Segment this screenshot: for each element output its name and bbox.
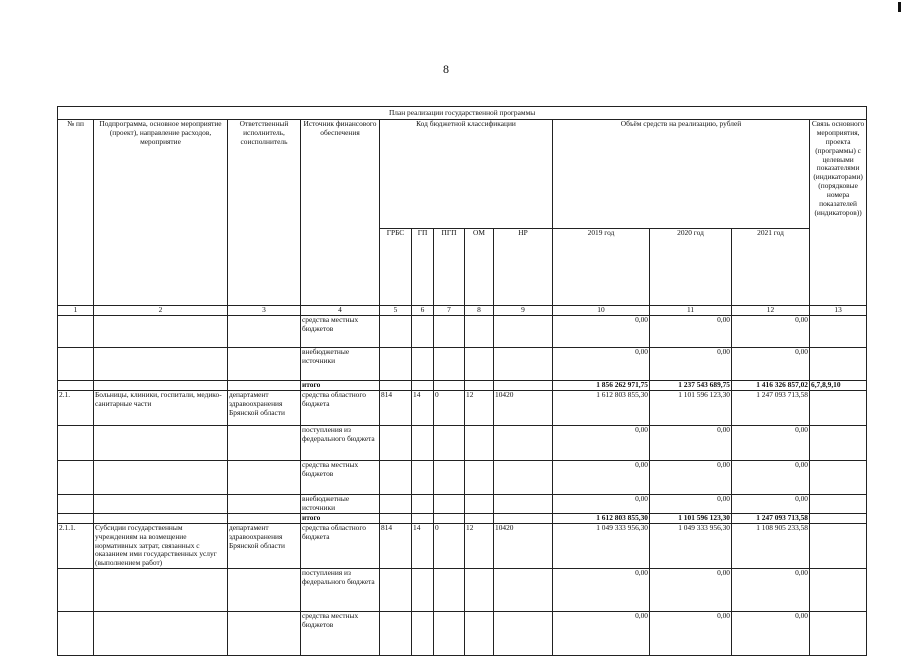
row-2021: 0,00 (732, 612, 810, 656)
col-number: 3 (228, 306, 301, 316)
row-number (58, 495, 94, 514)
row-source: внебюджетные источники (301, 495, 380, 514)
row-responsible: департамент здравоохранения Брянской области (228, 523, 301, 568)
row-grbs (380, 513, 412, 523)
col-number: 13 (810, 306, 867, 316)
col-number: 9 (494, 306, 553, 316)
row-responsible (228, 426, 301, 461)
row-om: 12 (465, 523, 494, 568)
row-pgp: 0 (434, 391, 465, 426)
row-link (810, 612, 867, 656)
table-row (58, 381, 867, 391)
table-row (58, 391, 867, 426)
header-om: ОМ (465, 229, 494, 306)
row-nr (494, 316, 553, 348)
table-row (58, 612, 867, 656)
row-name (94, 569, 228, 612)
plan-table (57, 106, 867, 656)
row-link (810, 316, 867, 348)
row-grbs (380, 316, 412, 348)
row-gp (412, 513, 434, 523)
row-2019: 0,00 (553, 316, 650, 348)
row-grbs (380, 495, 412, 514)
row-grbs (380, 348, 412, 381)
table-row (58, 348, 867, 381)
row-link (810, 391, 867, 426)
row-nr: 10420 (494, 391, 553, 426)
col-number: 11 (650, 306, 732, 316)
row-gp: 14 (412, 523, 434, 568)
table-row (58, 523, 867, 568)
row-om (465, 495, 494, 514)
row-source: поступления из федерального бюджета (301, 426, 380, 461)
row-nr (494, 461, 553, 495)
table-row (58, 495, 867, 514)
table-title: План реализации государственной программы (58, 107, 867, 120)
row-number (58, 381, 94, 391)
row-gp: 14 (412, 391, 434, 426)
row-responsible (228, 461, 301, 495)
header-grbs: ГРБС (380, 229, 412, 306)
row-2021: 0,00 (732, 426, 810, 461)
row-2019: 0,00 (553, 569, 650, 612)
row-link: 6,7,8,9,10 (810, 381, 867, 391)
row-2019: 1 612 803 855,30 (553, 513, 650, 523)
row-pgp (434, 381, 465, 391)
col-number: 2 (94, 306, 228, 316)
row-gp (412, 426, 434, 461)
row-2021: 1 247 093 713,58 (732, 391, 810, 426)
row-2021: 0,00 (732, 569, 810, 612)
row-2021: 0,00 (732, 495, 810, 514)
row-gp (412, 495, 434, 514)
row-2019: 0,00 (553, 495, 650, 514)
row-name (94, 461, 228, 495)
row-2021: 1 247 093 713,58 (732, 513, 810, 523)
header-link: Связь основного мероприятия, проекта (программы) с целевыми показателями (индикаторами) (порядковые номера показателей (индикаторов)) (810, 120, 867, 306)
row-nr (494, 513, 553, 523)
row-responsible (228, 495, 301, 514)
row-name (94, 348, 228, 381)
row-pgp (434, 569, 465, 612)
row-link (810, 348, 867, 381)
row-nr (494, 569, 553, 612)
row-pgp (434, 316, 465, 348)
row-2020: 0,00 (650, 569, 732, 612)
row-link (810, 495, 867, 514)
edge-mark (898, 2, 901, 12)
col-number: 12 (732, 306, 810, 316)
row-number (58, 569, 94, 612)
row-number (58, 612, 94, 656)
row-link (810, 461, 867, 495)
header-gp: ГП (412, 229, 434, 306)
row-name (94, 426, 228, 461)
header-responsible: Ответственный исполнитель, соисполнитель (228, 120, 301, 306)
row-source: средства местных бюджетов (301, 316, 380, 348)
header-volume: Объём средств на реализацию, рублей (553, 120, 810, 229)
col-number: 4 (301, 306, 380, 316)
row-2020: 0,00 (650, 348, 732, 381)
row-om (465, 513, 494, 523)
table-row (58, 316, 867, 348)
row-gp (412, 348, 434, 381)
row-grbs (380, 426, 412, 461)
header-pgp: ПГП (434, 229, 465, 306)
row-source: итого (301, 381, 380, 391)
col-number: 10 (553, 306, 650, 316)
row-responsible (228, 569, 301, 612)
row-responsible (228, 612, 301, 656)
row-name (94, 381, 228, 391)
row-link (810, 426, 867, 461)
row-number (58, 348, 94, 381)
row-om (465, 426, 494, 461)
row-2020: 0,00 (650, 495, 732, 514)
header-num: № пп (58, 120, 94, 306)
row-name (94, 316, 228, 348)
row-source: средства областного бюджета (301, 523, 380, 568)
row-source: средства местных бюджетов (301, 461, 380, 495)
col-number: 1 (58, 306, 94, 316)
row-source: поступления из федерального бюджета (301, 569, 380, 612)
row-nr: 10420 (494, 523, 553, 568)
row-source: внебюджетные источники (301, 348, 380, 381)
row-pgp (434, 426, 465, 461)
row-2019: 0,00 (553, 426, 650, 461)
row-link (810, 513, 867, 523)
row-responsible: департамент здравоохранения Брянской области (228, 391, 301, 426)
row-source: итого (301, 513, 380, 523)
row-name (94, 513, 228, 523)
row-name (94, 612, 228, 656)
row-nr (494, 381, 553, 391)
header-source: Источник финансового обеспечения (301, 120, 380, 306)
row-om (465, 348, 494, 381)
table-row (58, 426, 867, 461)
row-nr (494, 495, 553, 514)
col-number: 8 (465, 306, 494, 316)
row-gp (412, 381, 434, 391)
row-pgp (434, 348, 465, 381)
row-grbs: 814 (380, 391, 412, 426)
row-source: средства областного бюджета (301, 391, 380, 426)
row-2020: 1 101 596 123,30 (650, 513, 732, 523)
header-2021: 2021 год (732, 229, 810, 306)
row-responsible (228, 316, 301, 348)
row-2019: 0,00 (553, 612, 650, 656)
row-number (58, 316, 94, 348)
row-om (465, 569, 494, 612)
table-row (58, 513, 867, 523)
row-name (94, 495, 228, 514)
row-pgp (434, 513, 465, 523)
row-nr (494, 348, 553, 381)
row-2020: 1 101 596 123,30 (650, 391, 732, 426)
row-2021: 1 108 905 233,58 (732, 523, 810, 568)
row-responsible (228, 348, 301, 381)
row-nr (494, 426, 553, 461)
row-2021: 0,00 (732, 461, 810, 495)
header-2020: 2020 год (650, 229, 732, 306)
row-gp (412, 612, 434, 656)
row-gp (412, 316, 434, 348)
row-2020: 0,00 (650, 612, 732, 656)
row-name: Субсидии государственным учреждениям на возмещение нормативных затрат, связанных с оказанием ими государственных услуг (выполнением работ) (94, 523, 228, 568)
row-number: 2.1. (58, 391, 94, 426)
row-responsible (228, 513, 301, 523)
row-om (465, 381, 494, 391)
col-number: 6 (412, 306, 434, 316)
header-subprogram: Подпрограмма, основное мероприятие (проект), направление расходов, мероприятие (94, 120, 228, 306)
row-2019: 1 612 803 855,30 (553, 391, 650, 426)
row-pgp (434, 495, 465, 514)
row-om (465, 612, 494, 656)
table-body (58, 316, 867, 656)
row-2021: 0,00 (732, 348, 810, 381)
table-row (58, 461, 867, 495)
row-link (810, 523, 867, 568)
row-2019: 0,00 (553, 461, 650, 495)
row-grbs (380, 461, 412, 495)
row-nr (494, 612, 553, 656)
col-number: 5 (380, 306, 412, 316)
header-budget-code: Код бюджетной классификации (380, 120, 553, 229)
row-om (465, 461, 494, 495)
row-gp (412, 569, 434, 612)
row-source: средства местных бюджетов (301, 612, 380, 656)
row-grbs: 814 (380, 523, 412, 568)
row-gp (412, 461, 434, 495)
header-2019: 2019 год (553, 229, 650, 306)
row-grbs (380, 612, 412, 656)
row-om: 12 (465, 391, 494, 426)
table-row (58, 569, 867, 612)
row-2020: 0,00 (650, 316, 732, 348)
row-2021: 0,00 (732, 316, 810, 348)
row-2019: 0,00 (553, 348, 650, 381)
row-2019: 1 856 262 971,75 (553, 381, 650, 391)
row-2020: 0,00 (650, 461, 732, 495)
row-2020: 1 237 543 689,75 (650, 381, 732, 391)
column-numbers-row (58, 306, 867, 316)
row-number (58, 513, 94, 523)
row-2020: 1 049 333 956,30 (650, 523, 732, 568)
row-number (58, 426, 94, 461)
row-pgp (434, 612, 465, 656)
row-pgp (434, 461, 465, 495)
row-om (465, 316, 494, 348)
row-grbs (380, 381, 412, 391)
header-nr: НР (494, 229, 553, 306)
row-2020: 0,00 (650, 426, 732, 461)
row-number (58, 461, 94, 495)
row-link (810, 569, 867, 612)
page-number: 8 (443, 62, 449, 76)
row-name: Больницы, клиники, госпитали, медико-санитарные части (94, 391, 228, 426)
row-pgp: 0 (434, 523, 465, 568)
col-number: 7 (434, 306, 465, 316)
row-number: 2.1.1. (58, 523, 94, 568)
row-grbs (380, 569, 412, 612)
row-responsible (228, 381, 301, 391)
row-2021: 1 416 326 857,02 (732, 381, 810, 391)
row-2019: 1 049 333 956,30 (553, 523, 650, 568)
